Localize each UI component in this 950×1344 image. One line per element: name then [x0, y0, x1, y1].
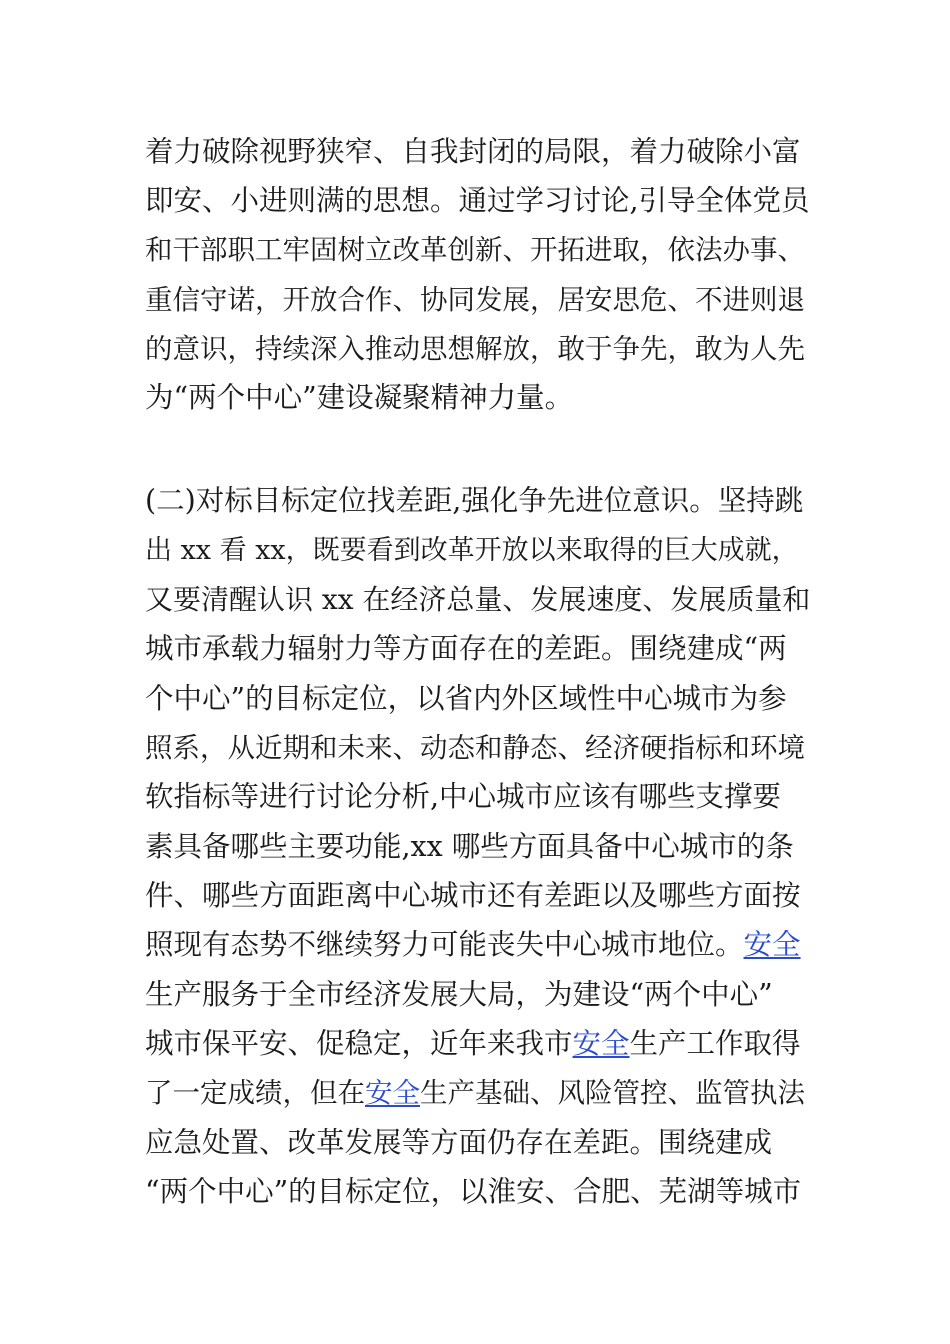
paragraph2-line-9: 件、哪些方面距离中心城市还有差距以及哪些方面按	[145, 879, 801, 912]
paragraph2-line-2: 出 xx 看 xx，既要看到改革开放以来取得的巨大成就，	[145, 535, 799, 566]
safety-link[interactable]: 安全	[365, 1077, 420, 1109]
paragraph1-line-5: 的意识，持续深入推动思想解放，敢于争先，敢为人先	[145, 333, 805, 365]
paragraph2-line-4: 城市承载力辐射力等方面存在的差距。围绕建成“两	[145, 632, 787, 665]
paragraph2-line-15: “两个中心”的目标定位，以淮安、合肥、芜湖等城市	[145, 1175, 802, 1208]
line-text: 照现有态势不继续努力可能丧失中心城市地位。	[145, 928, 744, 961]
paragraph1-line-3: 和干部职工牢固树立改革创新、开拓进取，依法办事、	[145, 234, 805, 266]
paragraph2-line-8: 素具备哪些主要功能,xx 哪些方面具备中心城市的条	[145, 830, 794, 863]
line-text: 生产基础、风险管控、监管执法	[420, 1077, 805, 1109]
paragraph2-line-7: 软指标等进行讨论分析,中心城市应该有哪些支撑要	[145, 780, 782, 813]
paragraph2-line-5: 个中心”的目标定位，以省内外区域性中心城市为参	[145, 682, 787, 715]
paragraph2-line-3: 又要清醒认识 xx 在经济总量、发展速度、发展质量和	[145, 583, 811, 616]
paragraph1-line-1: 着力破除视野狭窄、自我封闭的局限，着力破除小富	[145, 135, 801, 168]
line-text: 了一定成绩，但在	[145, 1077, 365, 1109]
paragraph2-line-14: 应急处置、改革发展等方面仍存在差距。围绕建成	[145, 1126, 773, 1159]
paragraph2-line-12	[145, 1024, 810, 1064]
paragraph2-line-1: (二)对标目标定位找差距,强化争先进位意识。坚持跳	[145, 484, 804, 517]
line-text: 生产工作取得	[629, 1027, 801, 1060]
paragraph2-line-10	[145, 925, 810, 965]
paragraph2-line-11: 生产服务于全市经济发展大局，为建设“两个中心”	[145, 978, 773, 1011]
paragraph2-line-6: 照系，从近期和未来、动态和静态、经济硬指标和环境	[145, 732, 805, 764]
safety-link[interactable]: 安全	[572, 1027, 630, 1060]
paragraph2-line-13	[145, 1073, 810, 1113]
paragraph1-line-4: 重信守诺，开放合作、协同发展，居安思危、不进则退	[145, 284, 805, 316]
line-text: 城市保平安、促稳定，近年来我市	[145, 1027, 573, 1060]
paragraph1-line-2: 即安、小进则满的思想。通过学习讨论,引导全体党员	[145, 184, 810, 217]
paragraph1-line-6: 为“两个中心”建设凝聚精神力量。	[145, 381, 574, 414]
safety-link[interactable]: 安全	[743, 928, 801, 961]
